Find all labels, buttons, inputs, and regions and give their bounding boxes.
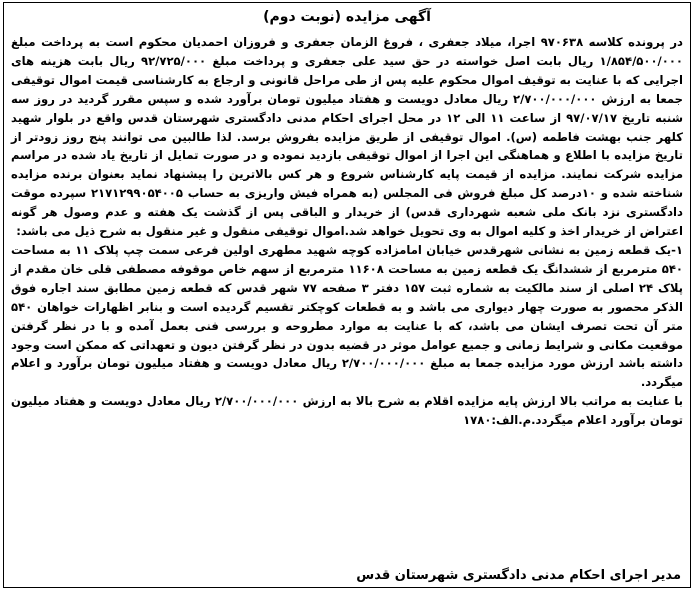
- notice-paragraph-3: با عنایت به مراتب بالا ارزش پایه مزایده اقلام به شرح بالا به ارزش ۲/۷۰۰/۰۰۰/۰۰۰ ریال معادل دویست و هفتاد میلیون تومان برآورد اعلام میگردد.م.الف:۱۷۸۰: [11, 394, 683, 428]
- notice-paragraph-1: در پرونده کلاسه ۹۷۰۶۳۸ اجرا، میلاد جعفری ، فروغ الزمان جعفری و فروزان احمدیان محکوم است به پرداخت مبلغ ۱/۸۵۴/۵۰۰/۰۰۰ ریال بابت اصل خواسته در حق سید علی جعفری و پرداخت مبلغ ۹۲/۷۲۵/۰۰۰ ریال بابت هزینه های اجرایی که با عنایت به توقیف اموال محکوم علیه پس از طی مراحل قانونی و ارجاع به کارشناسی قیمت اموال توقیفی جمعا به ارزش ۲/۷۰۰/۰۰۰/۰۰۰ ریال معادل دویست و هفتاد میلیون تومان برآورد شده و سپس مقرر گردید در روز سه شنبه تاریخ ۹۷/۰۷/۱۷ از ساعت ۱۱ الی ۱۲ در محل اجرای احکام مدنی دادگستری شهرستان قدس واقع در بلوار شهید کلهر جنب بهشت فاطمه (س). اموال توقیفی از طریق مزایده بفروش برسد. لذا طالبین می توانند پنج روز زودتر از تاریخ مزایده با اطلاع و هماهنگی این اجرا از اموال توقیفی بازدید نموده و در صورت تمایل از تاریخ یاد شده در مراسم مزایده شرکت نمایند. مزایده از قیمت پایه کارشناس شروع و هر کس بالاترین را پیشنهاد نماید بعنوان برنده مزایده شناخته شده و ۱۰درصد کل مبلغ فروش فی المجلس (به همراه فیش واریزی به حساب ۲۱۷۱۲۹۹۰۵۴۰۰۵ سپرده موقت دادگستری نزد بانک ملی شعبه شهرداری قدس) از خریدار و الباقی پس از گذشت یک هفته و عدم وصول هر گونه اعتراض از خریدار اخذ و کلیه اموال به وی تحویل خواهد شد.اموال توقیفی منقول و غیر منقول به شرح ذیل می باشد:: [11, 35, 684, 239]
- notice-signature: مدیر اجرای احکام مدنی دادگستری شهرستان قدس: [356, 568, 681, 583]
- notice-frame: [3, 2, 691, 588]
- notice-title: آگهی مزایده (نوبت دوم): [263, 9, 431, 25]
- notice-paragraph-2: ۱-یک قطعه زمین به نشانی شهرقدس خیابان امامزاده کوچه شهید مطهری اولین فرعی سمت چپ پلاک ۱۱ به مساحت ۵۴۰ مترمربع از ششدانگ یک قطعه زمین به مساحت ۱۱۶۰۸ مترمربع از سهم خاص موقوفه مصطفی قلی خان مقدم از پلاک ۲۴ اصلی از سند مالکیت به شماره ثبت ۱۵۷ دفتر ۳ صفحه ۷۷ شهر قدس که قطعه زمین مطابق سند اجاره فوق الذکر محصور به صورت چهار دیواری می باشد و به قطعات کوچکتر تقسیم گردیده است و بنابر اظهارات خواهان ۵۴۰ متر آن تحت تصرف ایشان می باشد، که با عنایت به موارد مطروحه و بررسی فنی بعمل آمده و با در نظر گرفتن موقعیت مکانی و شرایط زمانی و جمیع عوامل موثر در قضیه بدون در نظر گرفتن دیون و تعهداتی که ممکن است وجود داشته باشد ارزش مورد مزایده جمعا به مبلغ ۲/۷۰۰/۰۰۰/۰۰۰ ریال معادل دویست و هفتاد میلیون تومان برآورد و اعلام میگردد.: [11, 242, 683, 390]
- notice-body: [11, 33, 683, 430]
